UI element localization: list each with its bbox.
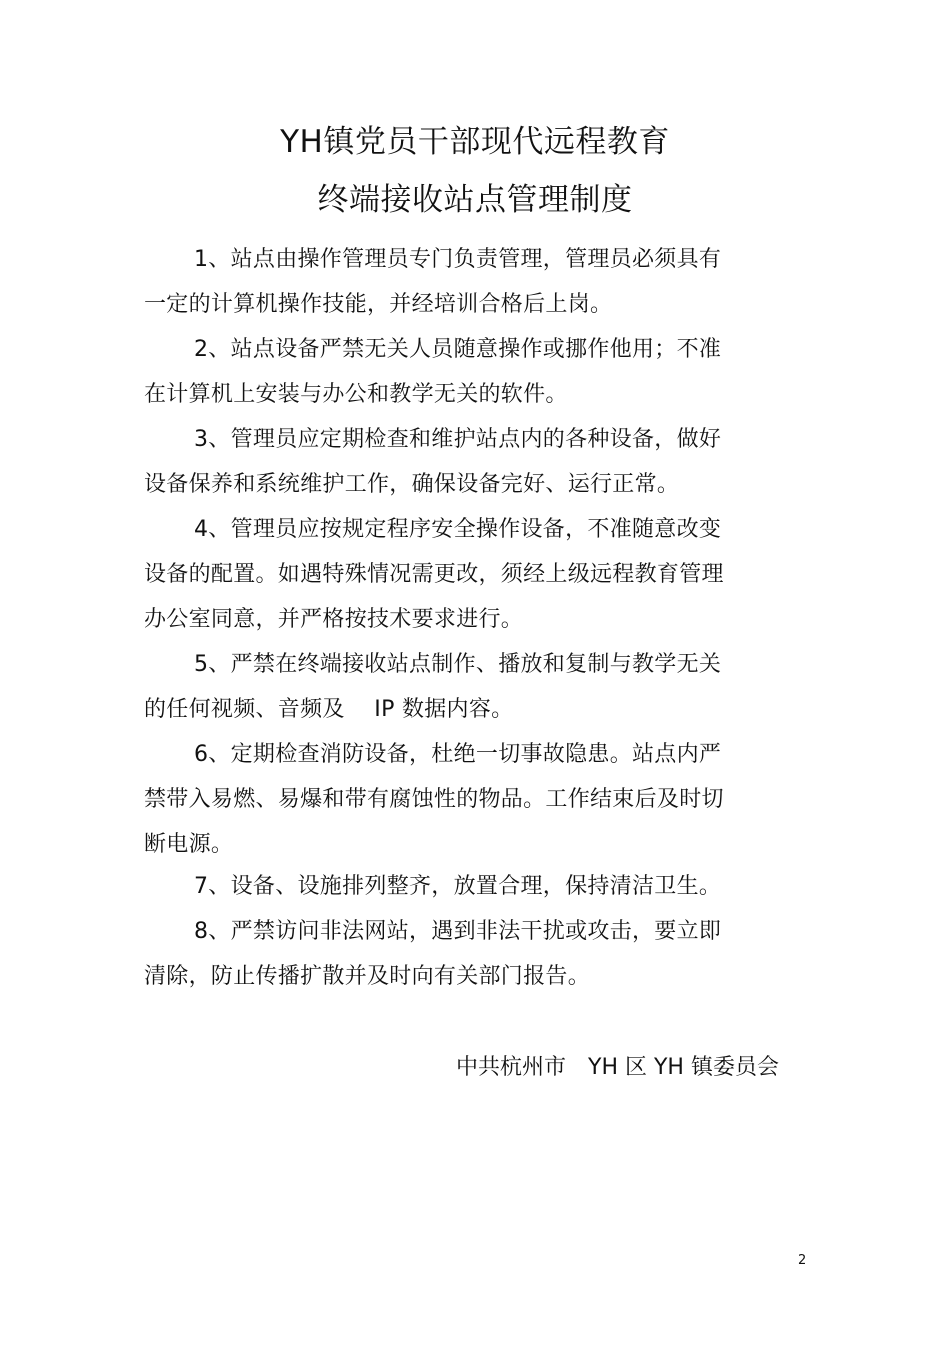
document-title-line-2: 终端接收站点管理制度 bbox=[317, 182, 633, 218]
rule-2-line-1: 2、站点设备严禁无关人员随意操作或挪作他用；不准 bbox=[194, 337, 722, 362]
rule-5-line-2: 的任何视频、音频及 IP 数据内容。 bbox=[144, 697, 514, 722]
rule-3-line-2: 设备保养和系统维护工作，确保设备完好、运行正常。 bbox=[144, 472, 680, 497]
rule-4-line-2: 设备的配置。如遇特殊情况需更改，须经上级远程教育管理 bbox=[144, 562, 724, 587]
rule-3-line-1: 3、管理员应定期检查和维护站点内的各种设备，做好 bbox=[194, 427, 722, 452]
rule-7-line-1: 7、设备、设施排列整齐，放置合理，保持清洁卫生。 bbox=[194, 874, 722, 899]
rule-4-line-3: 办公室同意，并严格按技术要求进行。 bbox=[144, 607, 524, 632]
rule-1-line-1: 1、站点由操作管理员专门负责管理，管理员必须具有 bbox=[194, 247, 722, 272]
rule-6-line-2: 禁带入易燃、易爆和带有腐蚀性的物品。工作结束后及时切 bbox=[144, 787, 724, 812]
page-number: 2 bbox=[798, 1253, 807, 1268]
rule-8-line-1: 8、严禁访问非法网站，遇到非法干扰或攻击，要立即 bbox=[194, 919, 722, 944]
rule-5-line-1: 5、严禁在终端接收站点制作、播放和复制与教学无关 bbox=[194, 652, 722, 677]
document-title-line-1: YH镇党员干部现代远程教育 bbox=[280, 124, 670, 160]
rule-1-line-2: 一定的计算机操作技能，并经培训合格后上岗。 bbox=[144, 292, 613, 317]
rule-6-line-3: 断电源。 bbox=[144, 832, 234, 857]
rule-4-line-1: 4、管理员应按规定程序安全操作设备，不准随意改变 bbox=[194, 517, 722, 542]
rule-8-line-2: 清除，防止传播扩散并及时向有关部门报告。 bbox=[144, 964, 591, 989]
issuer-signature: 中共杭州市 YH 区 YH 镇委员会 bbox=[456, 1055, 779, 1080]
rule-6-line-1: 6、定期检查消防设备，杜绝一切事故隐患。站点内严 bbox=[194, 742, 722, 767]
rule-2-line-2: 在计算机上安装与办公和教学无关的软件。 bbox=[144, 382, 568, 407]
